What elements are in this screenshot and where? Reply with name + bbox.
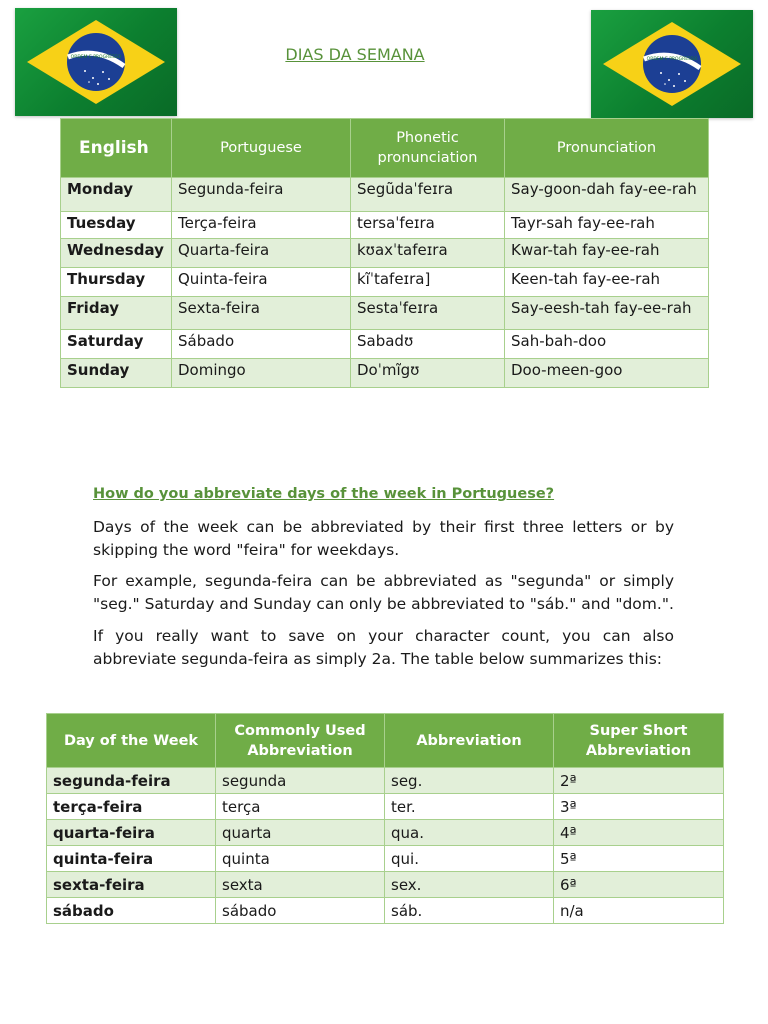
portuguese-day-cell: Terça-feira: [172, 212, 351, 239]
table-row: [61, 178, 709, 212]
table-row: [47, 794, 724, 820]
flag-motto: ORDEM E PROGRESSO: [70, 55, 122, 60]
table-row: [47, 768, 724, 794]
pronunciation-cell: Say-goon-dah fay-ee-rah: [505, 178, 709, 212]
table-row: [47, 846, 724, 872]
table-row: [47, 872, 724, 898]
abbreviation-cell: sex.: [385, 872, 554, 898]
day-cell: sábado: [47, 898, 216, 924]
column-header-portuguese: Portuguese: [172, 119, 351, 178]
pronunciation-cell: Tayr-sah fay-ee-rah: [505, 212, 709, 239]
super-short-cell: n/a: [554, 898, 724, 924]
phonetic-cell: Doˈmĩgʊ: [351, 359, 505, 388]
common-abbreviation-cell: terça: [216, 794, 385, 820]
phonetic-cell: tersaˈfeɪra: [351, 212, 505, 239]
english-day-cell: Saturday: [61, 330, 172, 359]
phonetic-cell: Segũdaˈfeɪra: [351, 178, 505, 212]
day-cell: sexta-feira: [47, 872, 216, 898]
abbreviation-cell: seg.: [385, 768, 554, 794]
english-day-cell: Sunday: [61, 359, 172, 388]
phonetic-cell: Sestaˈfeɪra: [351, 297, 505, 330]
portuguese-day-cell: Sexta-feira: [172, 297, 351, 330]
column-header-pronunciation: Pronunciation: [505, 119, 709, 178]
super-short-cell: 5ª: [554, 846, 724, 872]
flag-motto: ORDEM E PROGRESSO: [646, 57, 698, 62]
english-day-cell: Tuesday: [61, 212, 172, 239]
table-row: [47, 898, 724, 924]
paragraph: For example, segunda-feira can be abbreviated as "segunda" or simply "seg." Saturday and Sunday can only be abbreviated to "sáb." and "dom.".: [93, 572, 674, 613]
pronunciation-cell: Say-eesh-tah fay-ee-rah: [505, 297, 709, 330]
column-header-phonetic: Phonetic pronunciation: [351, 119, 505, 178]
abbreviations-table: [46, 713, 724, 924]
super-short-cell: 3ª: [554, 794, 724, 820]
english-day-cell: Wednesday: [61, 239, 172, 268]
column-header-english: English: [61, 119, 172, 178]
table-row: [61, 330, 709, 359]
english-day-cell: Friday: [61, 297, 172, 330]
table-row: [61, 239, 709, 268]
brazil-flag-right: [591, 10, 753, 118]
phonetic-cell: kʊaxˈtafeɪra: [351, 239, 505, 268]
column-header-super-short: Super Short Abbreviation: [554, 714, 724, 768]
pronunciation-cell: Kwar-tah fay-ee-rah: [505, 239, 709, 268]
section-heading: How do you abbreviate days of the week in Portuguese?: [93, 486, 555, 502]
day-cell: quinta-feira: [47, 846, 216, 872]
abbreviation-cell: qui.: [385, 846, 554, 872]
portuguese-day-cell: Quinta-feira: [172, 268, 351, 297]
pronunciation-cell: Sah-bah-doo: [505, 330, 709, 359]
phonetic-cell: Sabadʊ: [351, 330, 505, 359]
common-abbreviation-cell: segunda: [216, 768, 385, 794]
common-abbreviation-cell: quarta: [216, 820, 385, 846]
day-cell: terça-feira: [47, 794, 216, 820]
table-row: [61, 297, 709, 330]
common-abbreviation-cell: sábado: [216, 898, 385, 924]
column-header-common-abbreviation: Commonly Used Abbreviation: [216, 714, 385, 768]
day-cell: quarta-feira: [47, 820, 216, 846]
super-short-cell: 4ª: [554, 820, 724, 846]
table-row: [61, 212, 709, 239]
pronunciation-cell: Keen-tah fay-ee-rah: [505, 268, 709, 297]
portuguese-day-cell: Quarta-feira: [172, 239, 351, 268]
day-cell: segunda-feira: [47, 768, 216, 794]
abbreviation-cell: qua.: [385, 820, 554, 846]
super-short-cell: 6ª: [554, 872, 724, 898]
english-day-cell: Monday: [61, 178, 172, 212]
super-short-cell: 2ª: [554, 768, 724, 794]
table-header-row: [61, 119, 709, 178]
abbreviation-cell: sáb.: [385, 898, 554, 924]
english-day-cell: Thursday: [61, 268, 172, 297]
pronunciation-cell: Doo-meen-goo: [505, 359, 709, 388]
portuguese-day-cell: Domingo: [172, 359, 351, 388]
portuguese-day-cell: Segunda-feira: [172, 178, 351, 212]
abbreviation-cell: ter.: [385, 794, 554, 820]
table-header-row: [47, 714, 724, 768]
table-row: [61, 268, 709, 297]
common-abbreviation-cell: sexta: [216, 872, 385, 898]
table-row: [61, 359, 709, 388]
brazil-flag-left: [15, 8, 177, 116]
portuguese-day-cell: Sábado: [172, 330, 351, 359]
table-row: [47, 820, 724, 846]
column-header-day-of-week: Day of the Week: [47, 714, 216, 768]
days-of-week-table: [60, 118, 709, 388]
paragraph: If you really want to save on your character count, you can also abbreviate segunda-feira as simply 2a. The table below summarizes this:: [93, 627, 674, 668]
phonetic-cell: kĩˈtafeɪra]: [351, 268, 505, 297]
column-header-abbreviation: Abbreviation: [385, 714, 554, 768]
paragraph: Days of the week can be abbreviated by their first three letters or by skipping the word "feira" for weekdays.: [93, 518, 674, 559]
common-abbreviation-cell: quinta: [216, 846, 385, 872]
page-title: DIAS DA SEMANA: [285, 45, 425, 64]
